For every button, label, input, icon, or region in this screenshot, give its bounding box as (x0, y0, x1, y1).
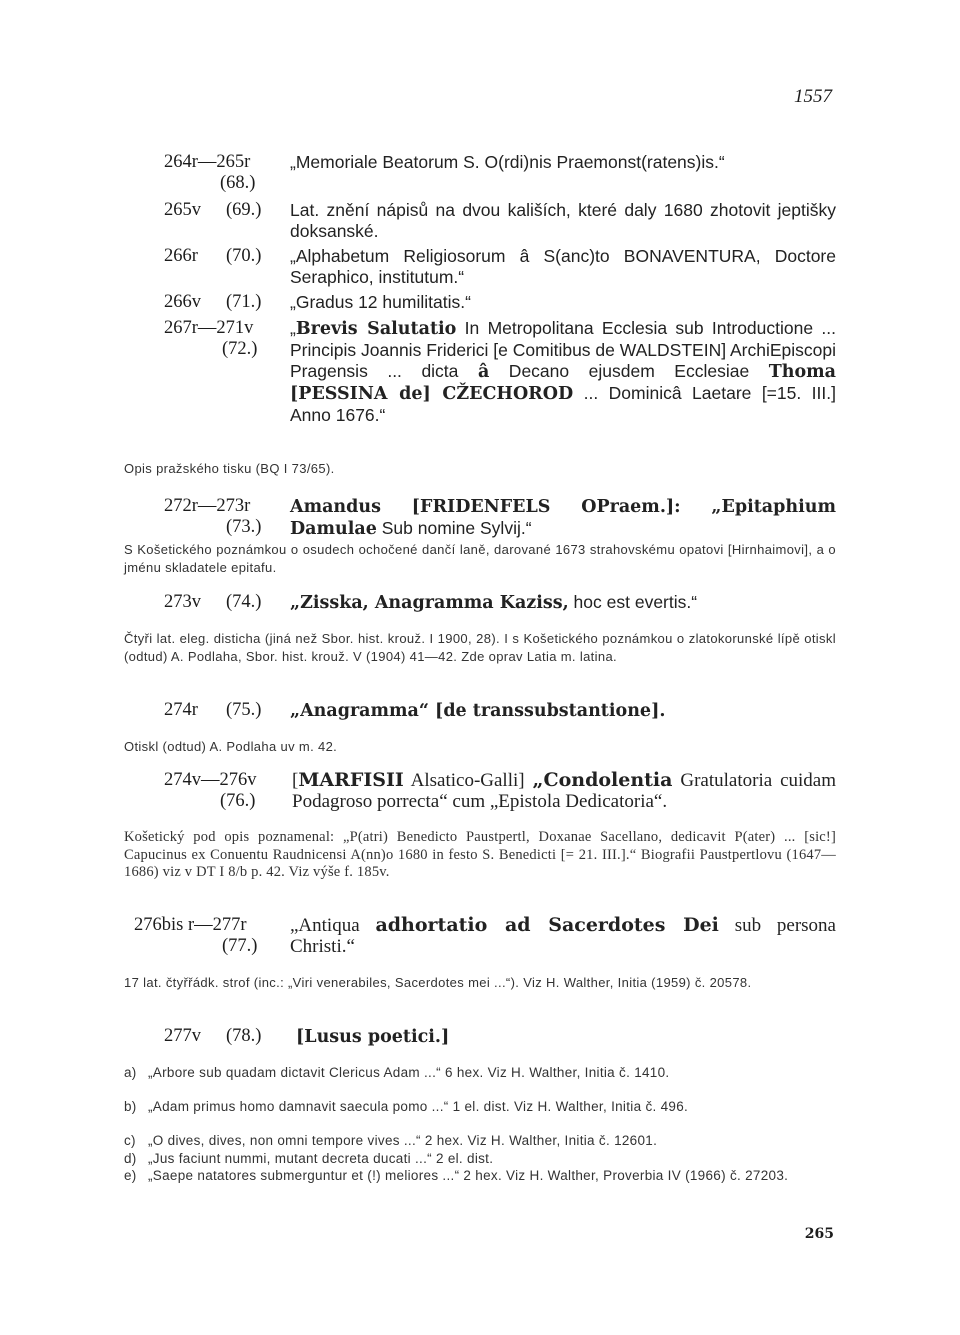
entry-title: [MARFISII Alsatico-Galli] „Condolentia Gratulatoria cuidam Podagroso porrecta“ cum „Epistola Dedicatoria“. (292, 769, 837, 812)
entry-title: „Brevis Salutatio In Metropolitana Ecclesia sub Introductione ... Principis Joannis Friderici [e Comitibus de WALDSTEIN] ArchiEpiscopi Pragensis ... dicta â Decano ejusdem Ecclesiae Thoma [PESSINA de] CŽECHOROD ... Dominicâ Laetare [=15. III.] Anno 1676.“ (290, 318, 836, 425)
folio-range: 267r—271v (164, 318, 254, 338)
catalog-entry (120, 592, 836, 614)
catalog-entry (120, 770, 836, 814)
entry-note: Opis pražského tisku (BQ I 73/65). (124, 461, 335, 476)
entry-title: „Gradus 12 humilitatis.“ (290, 292, 471, 312)
folio-reference (134, 915, 257, 957)
folio-reference (164, 152, 255, 194)
folio-reference (164, 496, 261, 538)
page-number: 1557 (794, 86, 832, 107)
entry-note: S Košetického poznámkou o osudech ochočené dančí laně, darované 1673 strahovskému opatovi [Hirnhaimovi], a o jménu skladatele epitafu. (124, 542, 836, 575)
entry-note: Košetický pod opis poznamenal: „P(atri) Benedicto Paustpertl, Doxanae Sacellano, dedicavit P(ater) ... [sic!] Capucinus ex Conuentu Raudnicensi A(nn)o 1680 in festo S. Benedicti [= 21. III.].“ Biografii Paustpertlovu (1647—1686) viz v DT I 8/b p. 42. Viz výše f. 185v. (124, 829, 836, 880)
title-bold: adhortatio ad Sacerdotes Dei (375, 914, 719, 936)
list-item-text: „Saepe natatores submerguntur et (!) meliores ...“ 2 hex. Viz H. Walther, Proverbia IV (1966) č. 27203. (148, 1168, 789, 1183)
list-item (124, 1151, 836, 1168)
folio-reference (164, 592, 261, 613)
author-name: MARFISII (298, 769, 404, 791)
catalog-entry (120, 915, 836, 959)
catalog-entry (120, 318, 836, 446)
folio-range: 274v—276v (164, 770, 257, 790)
list-item-text: „O dives, dives, non omni tempore vives ...“ 2 hex. Viz H. Walther, Initia č. 12601. (148, 1133, 658, 1148)
item-number: (71.) (226, 292, 262, 312)
list-item (124, 1133, 836, 1150)
entry-title (296, 1026, 836, 1048)
entry-title: „Memoriale Beatorum S. O(rdi)nis Praemonst(ratens)is.“ (290, 152, 725, 172)
title-bold: „Anagramma“ [de transsubstantione]. (290, 701, 666, 721)
folio-reference (164, 770, 257, 812)
item-number: (73.) (226, 517, 262, 537)
list-item (124, 1168, 836, 1202)
item-number: (72.) (222, 339, 258, 359)
entry-title: „Zisska, Anagramma Kaziss, hoc est evertis.“ (290, 592, 698, 613)
folio-range: 277v (164, 1026, 201, 1046)
folio-range: 272r—273r (164, 496, 251, 516)
title-bold: Brevis Salutatio (295, 319, 457, 339)
entry-title: „Antiqua adhortatio ad Sacerdotes Dei sub persona Christi.“ (290, 914, 836, 957)
folio-reference (164, 200, 261, 221)
folio-range: 266v (164, 292, 201, 312)
catalog-entry (120, 246, 836, 290)
folio-number: 265 (804, 1226, 834, 1242)
item-number: (70.) (226, 246, 262, 266)
list-item-label: e) (124, 1168, 137, 1183)
folio-reference (164, 292, 261, 313)
folio-reference (164, 246, 261, 267)
folio-range: 274r (164, 700, 198, 720)
entry-title (290, 700, 836, 722)
entry-title: Amandus [FRIDENFELS OPraem.]: „Epitaphium Damulae Sub nomine Sylvij.“ (290, 497, 836, 539)
catalog-entry (120, 200, 836, 244)
title-bold: „Condolentia (532, 769, 673, 791)
folio-reference (164, 700, 261, 721)
list-item (124, 1065, 836, 1099)
entry-note: 17 lat. čtyřřádk. strof (inc.: „Viri venerabiles, Sacerdotes mei ...“). Viz H. Walther, Initia (1959) č. 20578. (124, 975, 752, 990)
catalog-entry (120, 292, 836, 314)
folio-range: 264r—265r (164, 152, 251, 172)
catalog-entry (120, 496, 836, 540)
item-number: (78.) (226, 1026, 262, 1046)
title-bold: Amandus [FRIDENFELS OPraem.]: „Epitaphium Damulae (290, 497, 836, 539)
item-number: (69.) (226, 200, 262, 220)
entry-note: Čtyři lat. eleg. disticha (jiná než Sbor. hist. krouž. I 1900, 28). I s Košetického poznámkou o zlatokorunské lípě otiskl (odtud) A. Podlaha, Sbor. hist. krouž. V (1904) 41—42. Zde oprav Latia m. latina. (124, 631, 836, 664)
item-number: (75.) (226, 700, 262, 720)
author-name: Thoma [PESSINA de] CŽECHOROD (290, 362, 836, 404)
list-item (124, 1099, 836, 1133)
folio-range: 273v (164, 592, 201, 612)
folio-range: 265v (164, 200, 201, 220)
entry-title: Lat. znění nápisů na dvou kališích, které daly 1680 zhotovit jeptišky doksanské. (290, 200, 836, 241)
folio-range: 276bis r—277r (134, 915, 247, 935)
list-item-text: „Adam primus homo damnavit saecula pomo ...“ 1 el. dist. Viz H. Walther, Initia č. 496. (148, 1099, 689, 1114)
folio-reference (164, 1026, 261, 1047)
item-number: (77.) (222, 936, 258, 956)
list-item-label: d) (124, 1151, 137, 1166)
entry-note: Otiskl (odtud) A. Podlaha uv m. 42. (124, 739, 338, 754)
item-number: (76.) (220, 791, 256, 811)
catalog-entry (120, 700, 836, 722)
list-item-text: „Arbore sub quadam dictavit Clericus Adam ...“ 6 hex. Viz H. Walther, Initia č. 1410. (148, 1065, 670, 1080)
list-item-label: c) (124, 1133, 136, 1148)
list-item-label: b) (124, 1099, 137, 1114)
list-item-text: „Jus faciunt nummi, mutant decreta ducati ...“ 2 el. dist. (148, 1151, 494, 1166)
list-item-label: a) (124, 1065, 137, 1080)
title-bold: [Lusus poetici.] (296, 1027, 450, 1047)
folio-reference (164, 318, 257, 360)
entry-title: „Alphabetum Religiosorum â S(anc)to BONAVENTURA, Doctore Seraphico, institutum.“ (290, 246, 836, 287)
catalog-entry (120, 1026, 836, 1048)
title-bold: „Zisska, Anagramma Kaziss, (290, 593, 569, 613)
folio-range: 266r (164, 246, 198, 266)
item-number: (74.) (226, 592, 262, 612)
item-number: (68.) (220, 173, 256, 193)
catalog-entry (120, 152, 836, 196)
